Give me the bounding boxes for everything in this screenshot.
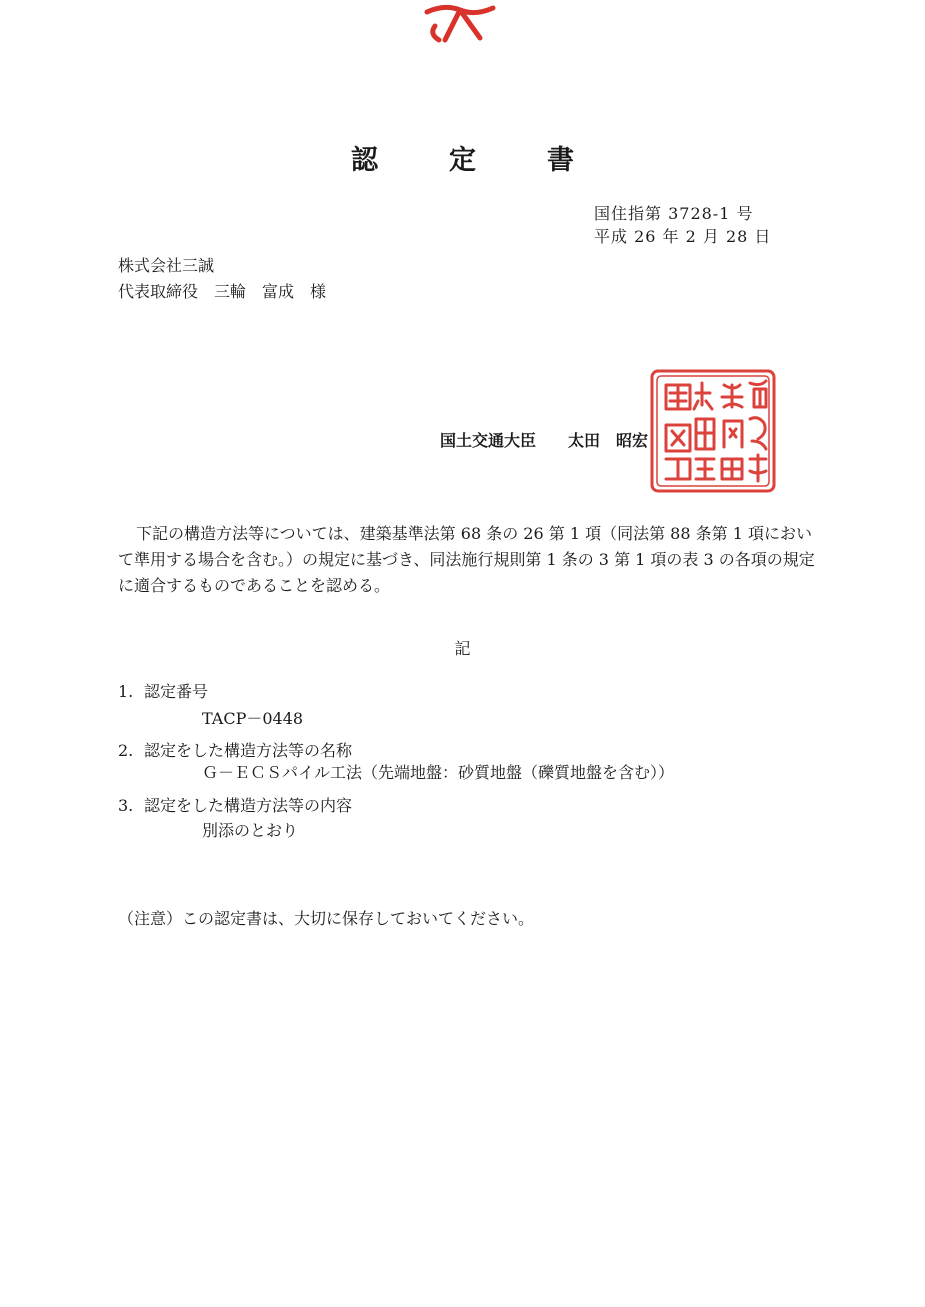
top-seal-stamp xyxy=(405,0,515,50)
item-3-number: 3. xyxy=(118,796,134,815)
recipient-person: 代表取締役 三輪 富成 様 xyxy=(118,282,327,301)
ki-heading: 記 xyxy=(454,639,471,658)
item-2-label: 認定をした構造方法等の名称 xyxy=(144,741,353,760)
item-1-label: 認定番号 xyxy=(144,682,209,701)
official-seal-stamp xyxy=(648,367,778,495)
document-date: 平成 26 年 2 月 28 日 xyxy=(594,227,772,246)
item-2-number: 2. xyxy=(118,741,134,760)
document-title: 認 定 書 xyxy=(351,145,596,176)
certification-statement-text: 下記の構造方法等については、建築基準法第 68 条の 26 第 1 項（同法第 88 条第 1 項において準用する場合を含む。）の規定に基づき、同法施行規則第 1 条の 3 第 1 項の表 3 の各項の規定に適合するものであることを認める。 xyxy=(118,524,815,595)
caution-note: （注意）この認定書は、大切に保存しておいてください。 xyxy=(118,909,535,928)
issuer-block xyxy=(440,428,648,451)
issuer-title: 国土交通大臣 xyxy=(440,431,537,450)
item-2-value: Ｇ－ＥＣＳパイル工法（先端地盤：砂質地盤（礫質地盤を含む）） xyxy=(202,763,675,782)
item-1-number: 1. xyxy=(118,682,134,701)
item-3-label: 認定をした構造方法等の内容 xyxy=(144,796,353,815)
item-3 xyxy=(118,795,352,817)
document-number-block xyxy=(594,202,771,248)
issuer-name: 太田 昭宏 xyxy=(568,431,649,450)
recipient-block xyxy=(118,253,326,305)
item-1-value: TACP－0448 xyxy=(202,709,304,728)
item-2 xyxy=(118,740,352,762)
recipient-company: 株式会社三誠 xyxy=(118,256,215,275)
item-1 xyxy=(118,681,208,703)
item-3-value: 別添のとおり xyxy=(202,821,299,840)
document-number: 国住指第 3728-1 号 xyxy=(594,204,754,223)
certification-statement xyxy=(118,521,818,599)
